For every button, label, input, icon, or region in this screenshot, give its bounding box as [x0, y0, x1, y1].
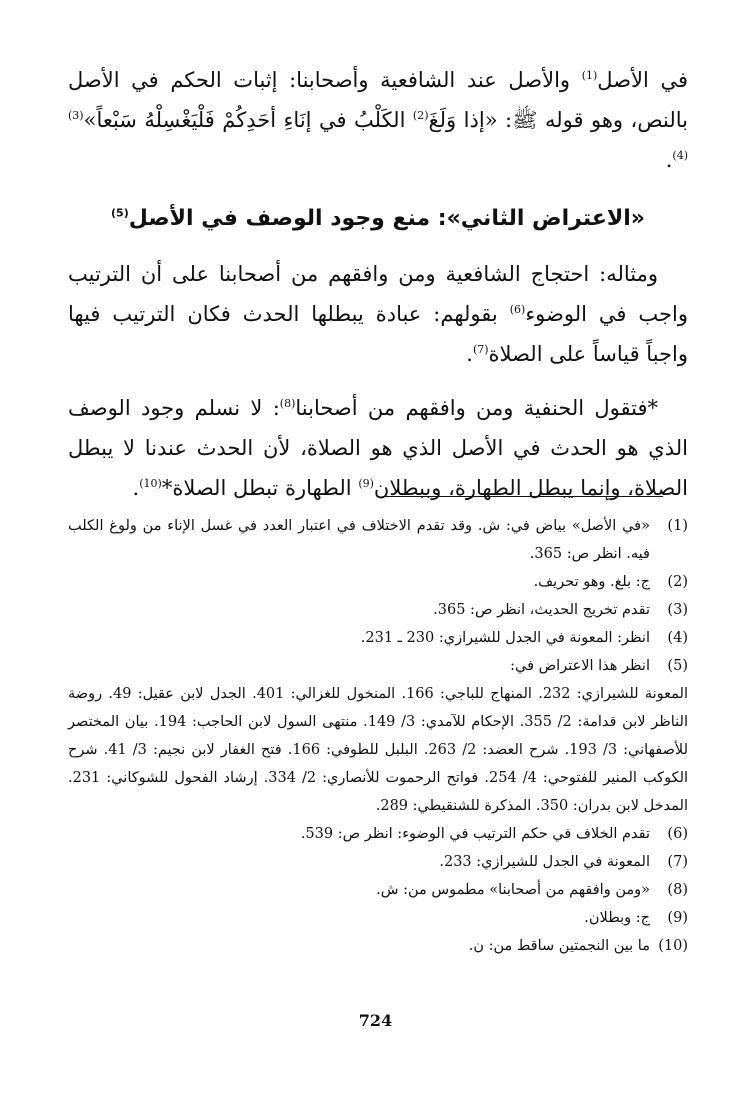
- footnote-2: [68, 568, 688, 596]
- footnote-ref-5[interactable]: (5): [111, 206, 129, 220]
- page-number: 724: [358, 1011, 393, 1030]
- footnote-8: [68, 876, 688, 904]
- footnote-number: (10): [658, 938, 688, 954]
- paragraph-1: [68, 60, 688, 180]
- footnote-9: [68, 904, 688, 932]
- footnote-text: المعونة للشيرازي: 232. المنهاج للباجي: 166. المنخول للغزالي: 401. الجدل لابن عقيل: 49. روضة الناظر لابن قدامة: 2/ 355. الإحكام للآمدي: 3/ 149. منتهى السول لابن الحاجب: 194. بيان المختصر للأصفهاني: 3/ 193. شرح العضد: 2/ 263. البلبل للطوفي: 166. فتح الغفار لابن نجيم: 3/ 41. شرح الكوكب المنير للفتوحي: 4/ 254. فواتح الرحموت للأنصاري: 2/ 334. إرشاد الفحول للشوكاني: 231. المدخل لابن بدران: 350. المذكرة للشنقيطي: 289.: [68, 686, 689, 814]
- footnote-text: ج: وبطلان.: [584, 910, 650, 926]
- footnote-text: ج: بلغ. وهو تحريف.: [533, 574, 650, 590]
- footnote-number: (2): [667, 574, 688, 590]
- footnote-number: (3): [667, 602, 688, 618]
- footnote-1: [68, 512, 688, 568]
- footnote-text: «ومن وافقهم من أصحابنا» مطموس من: ش.: [376, 882, 650, 898]
- paragraph-3: [68, 388, 688, 508]
- section-heading: [68, 202, 688, 236]
- footnote-text: انظر: المعونة في الجدل للشيرازي: 230 ـ 231.: [360, 630, 650, 646]
- footnote-5-sources: [68, 680, 688, 820]
- footnote-ref-2[interactable]: (2): [412, 109, 429, 122]
- paragraph-gap: [68, 374, 688, 388]
- p2-text-c: .: [466, 342, 473, 366]
- p2-text-b: بقولهم: عبادة يبطلها الحدث فكان الترتيب فيها واجباً قياساً على الصلاة: [68, 302, 688, 366]
- footnote-number: (7): [667, 854, 688, 870]
- footnote-ref-10[interactable]: (10): [139, 477, 162, 490]
- footnote-4: [68, 624, 688, 652]
- footnote-5: [68, 652, 688, 680]
- main-text: [68, 60, 688, 508]
- footnote-text: تقدم الخلاف في حكم الترتيب في الوضوء: انظر ص: 539.: [300, 826, 650, 842]
- p1-text-b: والأصل عند الشافعية وأصحابنا: إثبات الحكم في الأصل بالنص، وهو قوله ﷺ: «إذا وَلَغَ: [68, 68, 688, 132]
- footnote-number: (6): [667, 826, 688, 842]
- footnotes: [68, 512, 688, 960]
- footnote-text: تقدم تخريج الحديث، انظر ص: 365.: [433, 602, 650, 618]
- footnote-text: ما بين النجمتين ساقط من: ن.: [468, 938, 650, 954]
- p3-text-c: الطهارة تبطل الصلاة*: [161, 476, 359, 500]
- heading-text: «الاعتراض الثاني»: منع وجود الوصف في الأصل: [128, 206, 645, 231]
- footnote-ref-3-4[interactable]: (3)(4): [68, 109, 688, 162]
- footnote-separator: [383, 496, 663, 497]
- p3-text-b: : لا نسلم وجود الوصف الذي هو الحدث في الأصل الذي هو الصلاة، لأن الحدث عندنا لا يبطل الصلاة، وإنما يبطل الطهارة، وببطلان: [68, 396, 688, 500]
- p1-text-d: .: [665, 148, 673, 172]
- p1-text-a: في الأصل: [597, 68, 689, 92]
- p2-text-a: ومثاله: احتجاج الشافعية ومن وافقهم من أصحابنا على أن الترتيب واجب في الوضوء: [68, 262, 688, 326]
- p3-text-d: .: [132, 476, 140, 500]
- p1-text-c: الكَلْبُ في إنَاءِ أحَدِكُمْ فَلْيَغْسِلْهُ سَبْعاً»: [83, 108, 413, 132]
- footnote-text: «في الأصل» بياض في: ش. وقد تقدم الاختلاف في اعتبار العدد في غسل الإناء من ولوغ الكلب فيه. انظر ص: 365.: [68, 518, 650, 562]
- footnote-7: [68, 848, 688, 876]
- footnote-number: (8): [667, 882, 688, 898]
- footnote-ref-9[interactable]: (9): [358, 477, 374, 490]
- footnote-ref-1[interactable]: (1): [581, 69, 598, 82]
- footnote-ref-8[interactable]: (8): [279, 397, 296, 410]
- footnote-10: [68, 932, 688, 960]
- paragraph-2: [68, 254, 688, 374]
- footnote-number: (4): [667, 630, 688, 646]
- footnote-text: المعونة في الجدل للشيرازي: 233.: [439, 854, 650, 870]
- footnote-number: (5): [667, 658, 688, 674]
- p3-text-a: *فتقول الحنفية ومن وافقهم من أصحابنا: [295, 396, 659, 420]
- footnote-ref-7[interactable]: (7): [472, 343, 489, 356]
- footnote-3: [68, 596, 688, 624]
- footnote-number: (1): [667, 518, 688, 534]
- footnote-number: (9): [667, 910, 688, 926]
- footnote-6: [68, 820, 688, 848]
- footnote-ref-6[interactable]: (6): [509, 303, 526, 316]
- footnote-text: انظر هذا الاعتراض في:: [510, 658, 650, 674]
